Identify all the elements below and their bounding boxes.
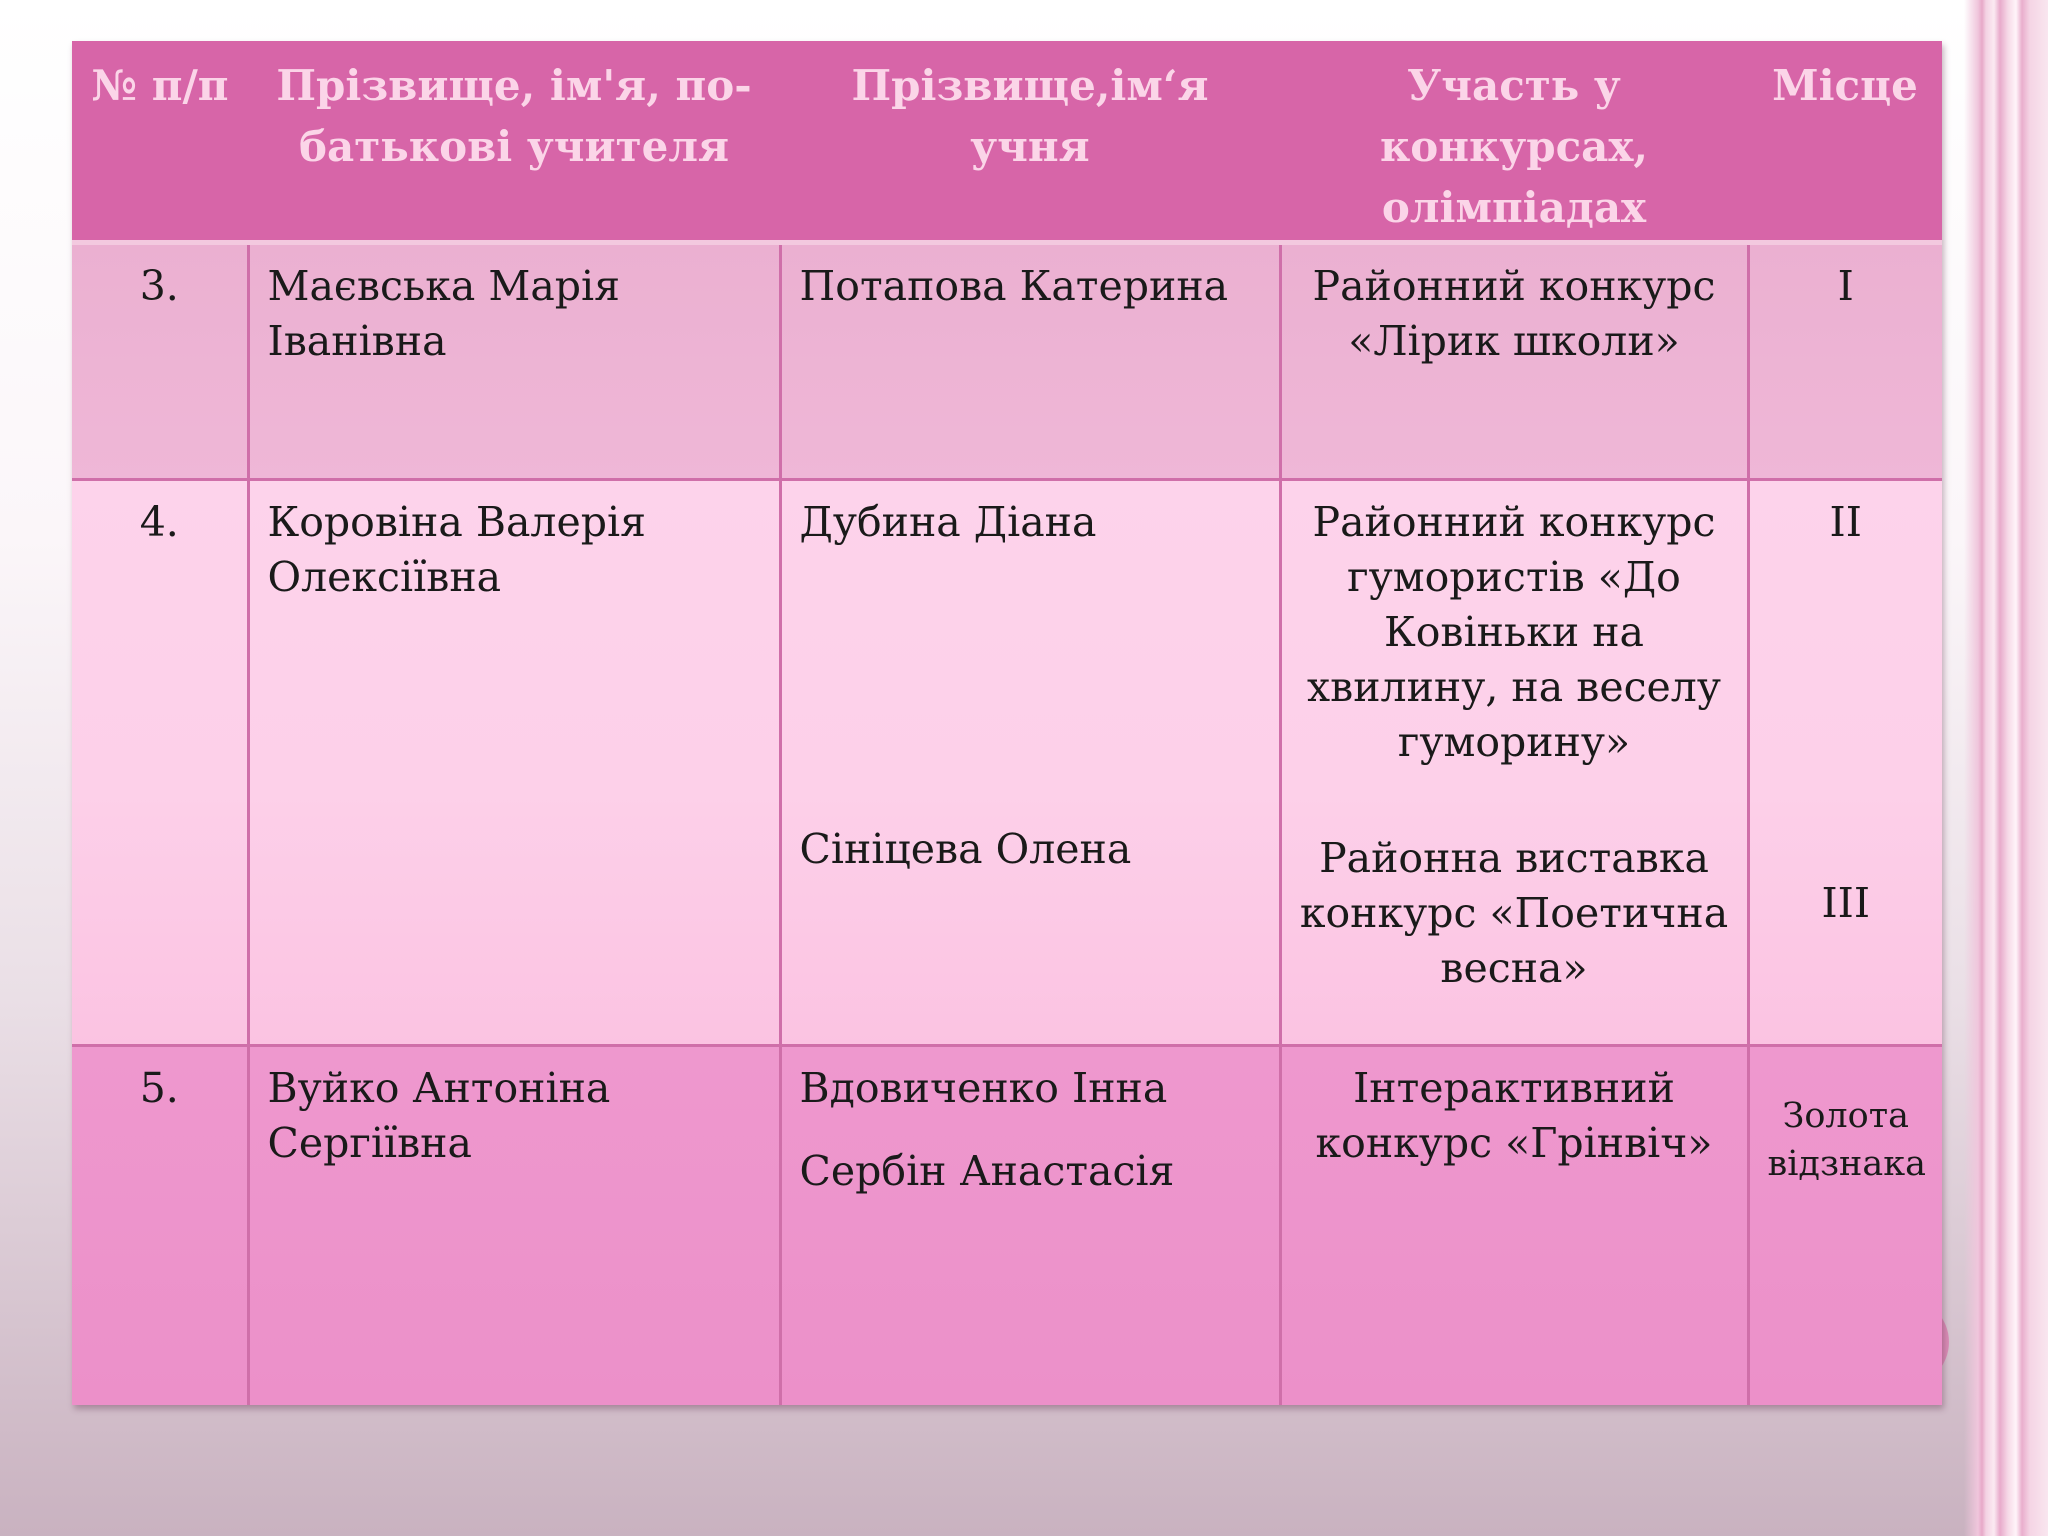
- event-name: Районний конкурс гумористів «До Ковіньки на хвилину, на веселу гуморину»: [1307, 497, 1721, 766]
- header-row: [72, 41, 1942, 242]
- place-value: I: [1837, 261, 1854, 310]
- event-cell: [1280, 1045, 1748, 1405]
- event-cell: [1280, 242, 1748, 479]
- teacher-name: Коровіна Валерія Олексіївна: [248, 479, 780, 1045]
- spacer: [800, 1116, 1261, 1144]
- student-cell: [780, 479, 1280, 1045]
- header-event: Участь у конкурсах, олімпіадах: [1379, 61, 1649, 232]
- event-name: Районна виставка конкурс «Поетична весна»: [1299, 833, 1729, 992]
- table-row: [72, 242, 1942, 479]
- awards-table: [72, 41, 1942, 1405]
- event-cell: [1280, 479, 1748, 1045]
- header-place: Місце: [1772, 61, 1918, 110]
- table-header: [72, 41, 1942, 242]
- row-number: 3.: [72, 242, 248, 479]
- row-number: 4.: [72, 479, 248, 1045]
- event-name: Інтерактивний конкурс «Грінвіч»: [1315, 1063, 1713, 1167]
- header-student: Прізвище,ім‘я учня: [851, 61, 1209, 171]
- place-cell: [1748, 1045, 1942, 1405]
- place-cell: [1748, 479, 1942, 1045]
- table-row: [72, 1045, 1942, 1405]
- spacer: [800, 550, 1261, 822]
- event-name: Районний конкурс «Лірик школи»: [1312, 261, 1716, 365]
- student-name: Вдовиченко Інна: [799, 1063, 1168, 1112]
- student-name: Сербін Анастасія: [799, 1146, 1175, 1195]
- student-name: Дубина Діана: [799, 497, 1097, 546]
- student-name: Сініцева Олена: [799, 824, 1132, 873]
- student-cell: [780, 1045, 1280, 1405]
- header-number: № п/п: [91, 61, 229, 110]
- place-value: II: [1829, 497, 1862, 546]
- header-teacher: Прізвище, ім'я, по-батькові учителя: [276, 61, 752, 171]
- student-name: Потапова Катерина: [799, 261, 1229, 310]
- spacer: [1300, 770, 1729, 831]
- place-cell: [1748, 242, 1942, 479]
- teacher-name: Вуйко Антоніна Сергіївна: [248, 1045, 780, 1405]
- student-cell: [780, 242, 1280, 479]
- teacher-name: Маєвська Марія Іванівна: [248, 242, 780, 479]
- table-body: [72, 242, 1942, 1405]
- place-value: III: [1821, 878, 1871, 927]
- decorative-stripes: [1964, 0, 2048, 1536]
- table-row: [72, 479, 1942, 1045]
- place-value: Золота відзнака: [1767, 1095, 1926, 1184]
- row-number: 5.: [72, 1045, 248, 1405]
